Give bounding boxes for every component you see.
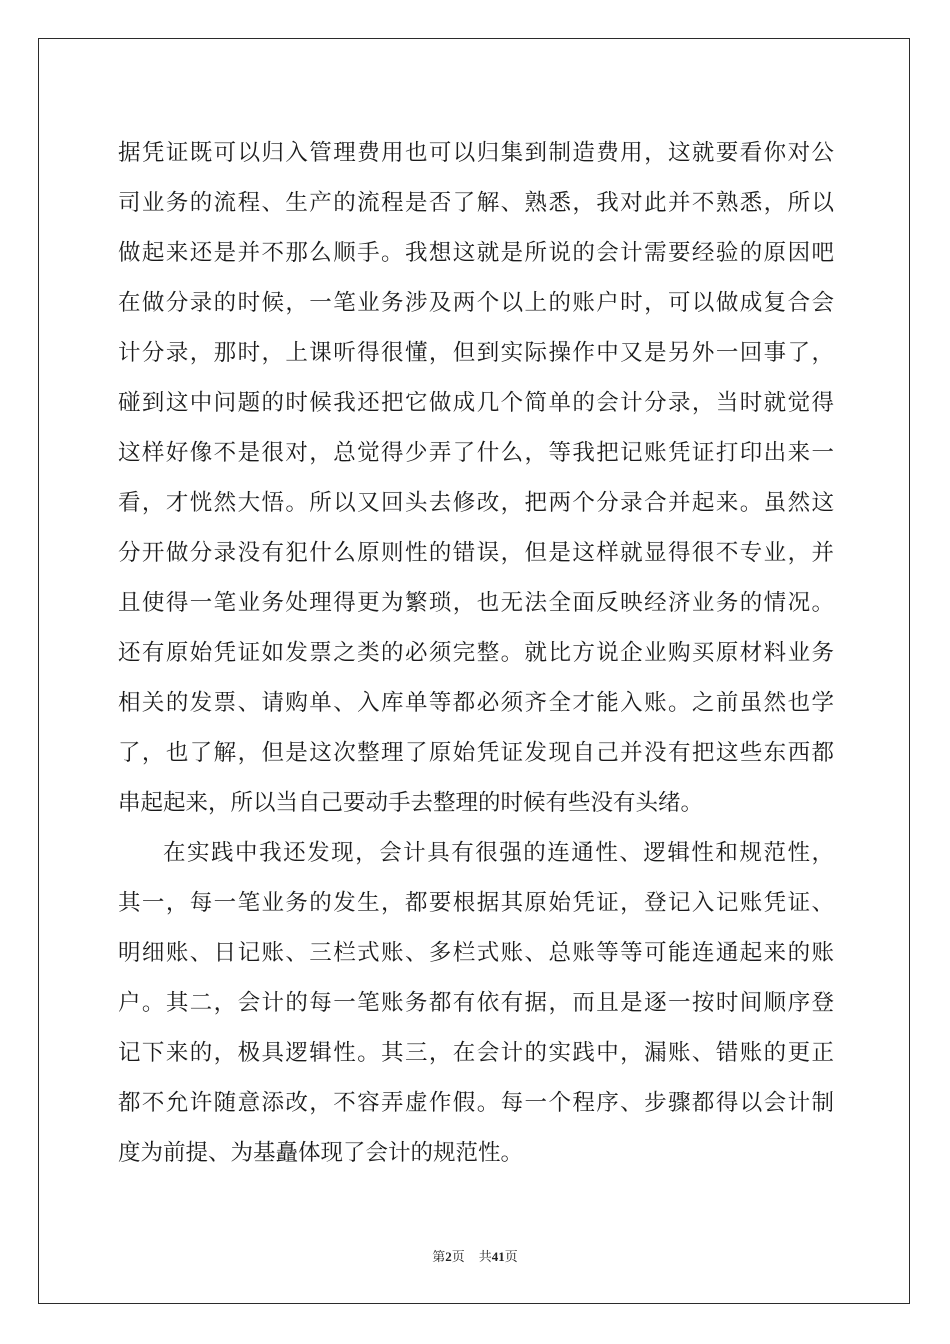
text-line: 都不允许随意添改，不容弄虚作假。每一个程序、步骤都得以会计制 xyxy=(118,1090,834,1116)
total-suffix: 页 xyxy=(504,1250,518,1265)
text-line: 分开做分录没有犯什么原则性的错误，但是这样就显得很不专业，并 xyxy=(118,540,834,566)
text-line: 在做分录的时候，一笔业务涉及两个以上的账户时，可以做成复合会 xyxy=(118,290,834,316)
text-line: 了，也了解，但是这次整理了原始凭证发现自己并没有把这些东西都 xyxy=(118,740,834,766)
text-line: 这样好像不是很对，总觉得少弄了什么，等我把记账凭证打印出来一 xyxy=(118,440,834,466)
text-line: 做起来还是并不那么顺手。我想这就是所说的会计需要经验的原因吧 xyxy=(118,240,834,266)
paragraph-2 xyxy=(118,828,834,1178)
text-line: 度为前提、为基矗体现了会计的规范性。 xyxy=(118,1140,524,1166)
page-number: 2 xyxy=(445,1249,452,1264)
text-line: 计分录，那时，上课听得很懂，但到实际操作中又是另外一回事了， xyxy=(118,340,834,366)
text-line: 相关的发票、请购单、入库单等都必须齐全才能入账。之前虽然也学 xyxy=(118,690,834,716)
text-line: 其一，每一笔业务的发生，都要根据其原始凭证，登记入记账凭证、 xyxy=(118,890,834,916)
text-line: 明细账、日记账、三栏式账、多栏式账、总账等等可能连通起来的账 xyxy=(118,940,834,966)
text-line: 户。其二，会计的每一笔账务都有依有据，而且是逐一按时间顺序登 xyxy=(118,990,834,1016)
text-line: 串起起来，所以当自己要动手去整理的时候有些没有头绪。 xyxy=(118,790,704,816)
text-line: 司业务的流程、生产的流程是否了解、熟悉，我对此并不熟悉，所以 xyxy=(118,190,834,216)
text-line: 且使得一笔业务处理得更为繁琐，也无法全面反映经济业务的情况。 xyxy=(118,590,834,616)
text-line: 据凭证既可以归入管理费用也可以归集到制造费用，这就要看你对公 xyxy=(118,140,834,166)
page-footer xyxy=(0,1246,950,1265)
total-prefix: 共 xyxy=(478,1250,492,1265)
text-line: 记下来的，极具逻辑性。其三，在会计的实践中，漏账、错账的更正 xyxy=(118,1040,834,1066)
text-line: 还有原始凭证如发票之类的必须完整。就比方说企业购买原材料业务 xyxy=(118,640,834,666)
paragraph-1 xyxy=(118,128,834,828)
text-line: 看，才恍然大悟。所以又回头去修改，把两个分录合并起来。虽然这 xyxy=(118,490,834,516)
text-line: 碰到这中问题的时候我还把它做成几个简单的会计分录，当时就觉得 xyxy=(118,390,834,416)
page-prefix: 第 xyxy=(432,1250,446,1265)
page-suffix: 页 xyxy=(451,1250,465,1265)
total-pages: 41 xyxy=(491,1249,505,1264)
text-line-indented: 在实践中我还发现，会计具有很强的连通性、逻辑性和规范性， xyxy=(163,840,834,866)
